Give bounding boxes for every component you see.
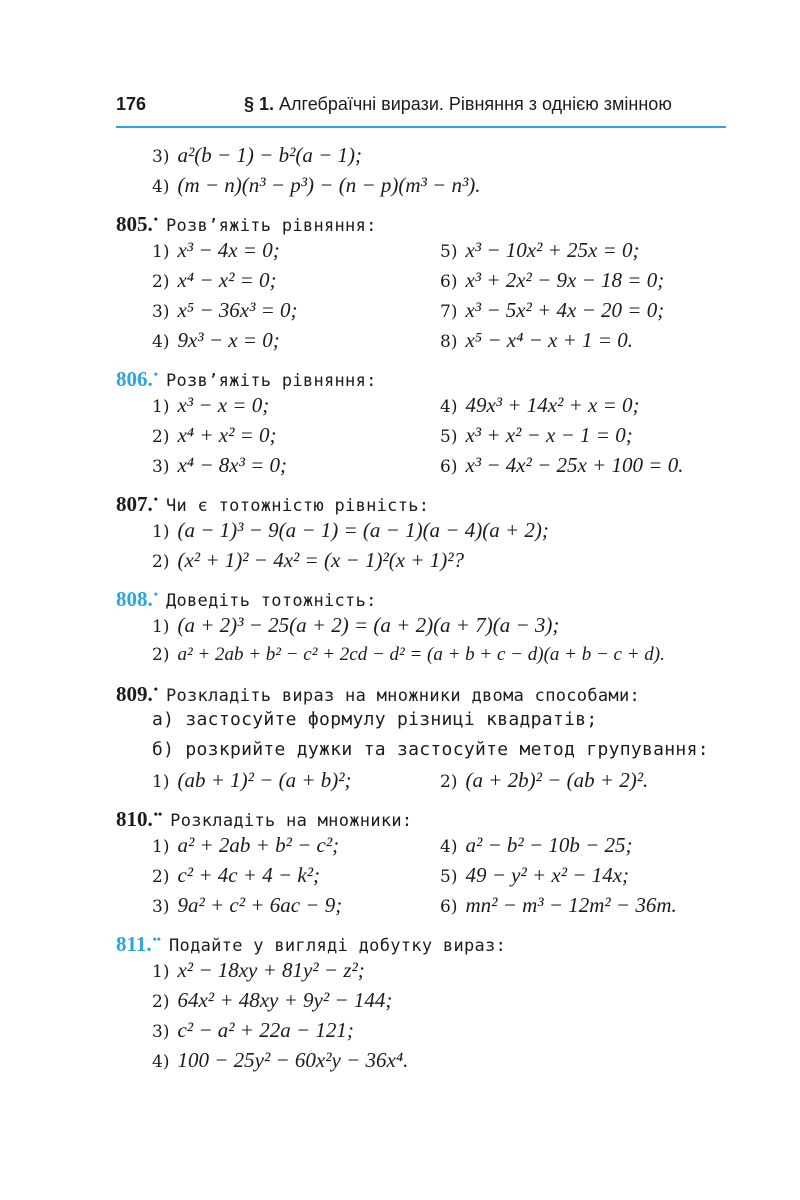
list-item: 8) x⁵ − x⁴ − x + 1 = 0. bbox=[440, 328, 633, 352]
task-808-row bbox=[116, 610, 756, 640]
task-809-sub bbox=[116, 735, 756, 765]
task-number: 805.• bbox=[116, 212, 158, 236]
list-item: 1) (a + 2)³ − 25(a + 2) = (a + 2)(a + 7)(a − 3); bbox=[152, 613, 560, 637]
section-mark: § 1. bbox=[244, 94, 275, 114]
list-item: 2) (a + 2b)² − (ab + 2)². bbox=[440, 768, 649, 792]
task-806-row bbox=[116, 450, 756, 480]
list-item: 2) c² + 4c + 4 − k²; bbox=[152, 863, 321, 887]
task-number: 807.• bbox=[116, 492, 158, 516]
task-811-row bbox=[116, 1045, 756, 1075]
task-809-sub bbox=[116, 705, 756, 735]
list-item: 4) a² − b² − 10b − 25; bbox=[440, 833, 633, 857]
list-item: 4) 9x³ − x = 0; bbox=[152, 328, 280, 352]
task-806-row bbox=[116, 390, 756, 420]
page-number: 176 bbox=[116, 94, 147, 114]
task-text: Розкладіть на множники: bbox=[170, 811, 413, 831]
page-header bbox=[116, 92, 726, 128]
list-item: 3) x⁴ − 8x³ = 0; bbox=[152, 453, 288, 477]
task-805-row bbox=[116, 325, 756, 355]
list-item: 3) x⁵ − 36x³ = 0; bbox=[152, 298, 298, 322]
list-item: 6) x³ + 2x² − 9x − 18 = 0; bbox=[440, 268, 665, 292]
list-item: 3) a²(b − 1) − b²(a − 1); bbox=[152, 143, 363, 167]
list-item: 2) x⁴ − x² = 0; bbox=[152, 268, 277, 292]
task-810-row bbox=[116, 830, 756, 860]
running-title bbox=[244, 94, 672, 115]
task-805-row bbox=[116, 265, 756, 295]
list-item: 2) 64x² + 48xy + 9y² − 144; bbox=[152, 988, 393, 1012]
task-text: Розкладіть вираз на множники двома способами: bbox=[165, 686, 641, 706]
task-806-heading bbox=[116, 359, 756, 390]
task-811-row bbox=[116, 1015, 756, 1045]
task-number: 810.•• bbox=[116, 807, 163, 831]
list-item: 7) x³ − 5x² + 4x − 20 = 0; bbox=[440, 298, 665, 322]
task-810-row bbox=[116, 890, 756, 920]
list-item: 1) a² + 2ab + b² − c²; bbox=[152, 833, 340, 857]
task-805-row bbox=[116, 295, 756, 325]
task-number: 811.•• bbox=[116, 932, 161, 956]
list-item: 2) (x² + 1)² − 4x² = (x − 1)²(x + 1)²? bbox=[152, 548, 465, 572]
task-number: 806.• bbox=[116, 367, 158, 391]
list-item: 4) (m − n)(n³ − p³) − (n − p)(m³ − n³). bbox=[152, 173, 481, 197]
task-number: 808.• bbox=[116, 587, 158, 611]
task-807-row bbox=[116, 515, 756, 545]
task-808-heading bbox=[116, 579, 756, 610]
list-item: 2) a² + 2ab + b² − c² + 2cd − d² = (a + b + c − d)(a + b − c + d). bbox=[152, 644, 665, 665]
task-805-heading bbox=[116, 204, 756, 235]
list-item: 3) c² − a² + 22a − 121; bbox=[152, 1018, 354, 1042]
section-title: Алгебраїчні вирази. Рівняння з однією змінною bbox=[274, 94, 672, 114]
task-808-row bbox=[116, 640, 756, 670]
task-806-row bbox=[116, 420, 756, 450]
task-809-row bbox=[116, 765, 756, 795]
sub-instruction: а) застосуйте формулу різниці квадратів; bbox=[152, 709, 598, 730]
task-810-heading bbox=[116, 799, 756, 830]
list-item: 5) x³ − 10x² + 25x = 0; bbox=[440, 238, 640, 262]
task-811-heading bbox=[116, 924, 756, 955]
task-text: Подайте у вигляді добутку вираз: bbox=[169, 936, 507, 956]
list-item: 5) 49 − y² + x² − 14x; bbox=[440, 863, 630, 887]
task-805-row bbox=[116, 235, 756, 265]
list-item: 5) x³ + x² − x − 1 = 0; bbox=[440, 423, 633, 447]
list-item: 1) x³ − x = 0; bbox=[152, 393, 270, 417]
list-item: 2) x⁴ + x² = 0; bbox=[152, 423, 277, 447]
task-811-row bbox=[116, 955, 756, 985]
task-811-row bbox=[116, 985, 756, 1015]
task-text: Доведіть тотожність: bbox=[165, 591, 377, 611]
list-item: 4) 100 − 25y² − 60x²y − 36x⁴. bbox=[152, 1048, 409, 1072]
list-item: 6) x³ − 4x² − 25x + 100 = 0. bbox=[440, 453, 684, 477]
sub-instruction: б) розкрийте дужки та застосуйте метод групування: bbox=[152, 739, 709, 760]
top-row-3 bbox=[116, 140, 756, 170]
task-807-row bbox=[116, 545, 756, 575]
list-item: 1) x² − 18xy + 81y² − z²; bbox=[152, 958, 365, 982]
list-item: 3) 9a² + c² + 6ac − 9; bbox=[152, 893, 343, 917]
task-809-heading bbox=[116, 674, 756, 705]
list-item: 1) (a − 1)³ − 9(a − 1) = (a − 1)(a − 4)(a + 2); bbox=[152, 518, 549, 542]
task-text: Розв’яжіть рівняння: bbox=[165, 216, 377, 236]
task-text: Чи є тотожністю рівність: bbox=[165, 496, 430, 516]
task-810-row bbox=[116, 860, 756, 890]
list-item: 1) (ab + 1)² − (a + b)²; bbox=[152, 768, 352, 792]
task-number: 809.• bbox=[116, 682, 158, 706]
task-807-heading bbox=[116, 484, 756, 515]
list-item: 1) x³ − 4x = 0; bbox=[152, 238, 280, 262]
task-text: Розв’яжіть рівняння: bbox=[165, 371, 377, 391]
list-item: 4) 49x³ + 14x² + x = 0; bbox=[440, 393, 640, 417]
page-content bbox=[116, 140, 756, 1075]
top-row-4 bbox=[116, 170, 756, 200]
list-item: 6) mn² − m³ − 12m² − 36m. bbox=[440, 893, 677, 917]
